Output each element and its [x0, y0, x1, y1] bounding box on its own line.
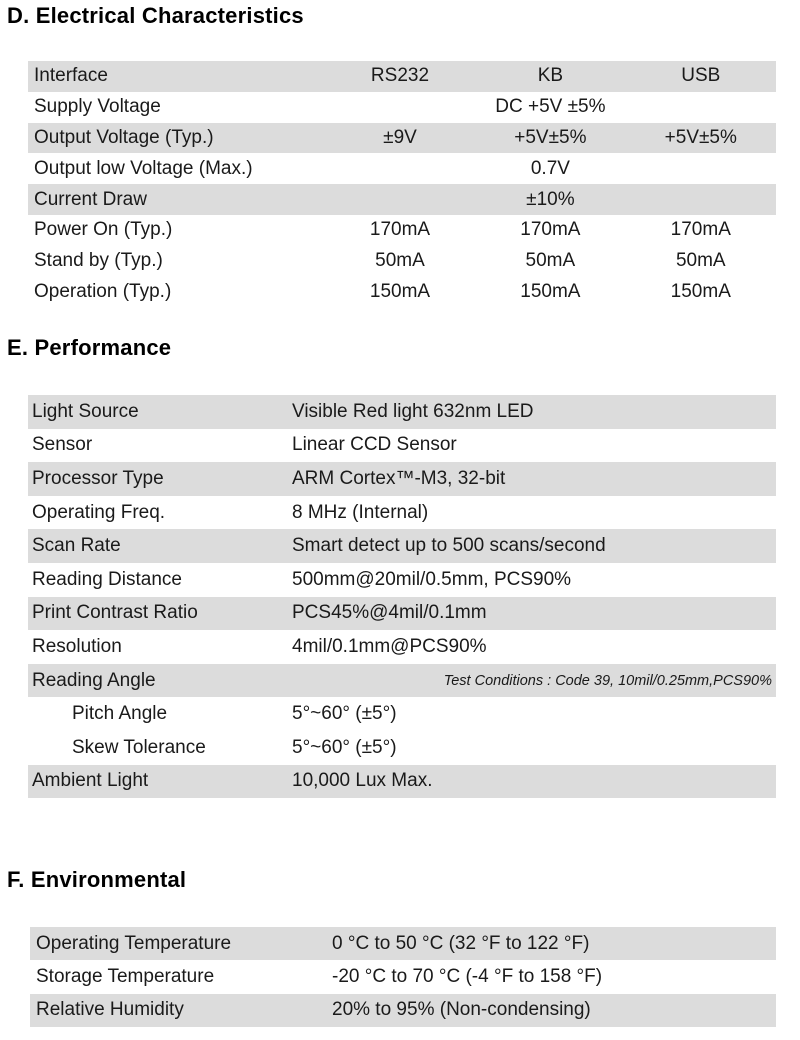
usb-value: 50mA	[675, 250, 726, 272]
section-heading-electrical: D. Electrical Characteristics	[7, 3, 304, 28]
table-row	[28, 664, 776, 698]
usb-value: 170mA	[670, 219, 731, 241]
kb-value: 150mA	[520, 280, 581, 302]
table-row	[30, 960, 776, 993]
row-label: Reading Angle	[28, 664, 286, 698]
row-value: ±10%	[325, 184, 776, 215]
row-label: Current Draw	[28, 184, 325, 215]
test-conditions-note: Test Conditions : Code 39, 10mil/0.25mm,PCS90%	[286, 664, 776, 698]
kb-value: KB	[475, 61, 625, 92]
row-label: Stand by (Typ.)	[34, 250, 163, 272]
environmental-table	[30, 927, 776, 1027]
row-label: Light Source	[28, 395, 286, 429]
table-row	[28, 395, 776, 429]
row-value: DC +5V ±5%	[495, 96, 606, 118]
table-row	[28, 184, 776, 215]
usb-value: USB	[626, 61, 776, 92]
table-row	[28, 731, 776, 765]
electrical-characteristics-table	[28, 61, 776, 307]
table-row	[28, 153, 776, 184]
row-label: Output Voltage (Typ.)	[28, 123, 325, 154]
table-row	[28, 92, 776, 123]
row-value: 8 MHz (Internal)	[292, 501, 429, 523]
rs232-value: 150mA	[369, 280, 431, 302]
table-row	[28, 563, 776, 597]
row-label: Pitch Angle	[72, 703, 168, 725]
usb-value: 150mA	[670, 280, 731, 302]
table-row	[28, 765, 776, 799]
table-row	[28, 697, 776, 731]
table-row	[28, 496, 776, 530]
row-label: Interface	[28, 61, 325, 92]
table-row	[28, 462, 776, 496]
row-value: 5°~60° (±5°)	[292, 736, 397, 758]
table-row	[28, 429, 776, 463]
section-heading-performance: E. Performance	[7, 335, 172, 360]
row-label: Operation (Typ.)	[34, 280, 172, 302]
row-label: Sensor	[32, 434, 93, 456]
kb-value: +5V±5%	[475, 123, 625, 154]
row-value: Smart detect up to 500 scans/second	[286, 529, 776, 563]
row-value: 5°~60° (±5°)	[292, 703, 397, 725]
section-heading-environmental: F. Environmental	[7, 867, 187, 892]
row-label: Scan Rate	[28, 529, 286, 563]
row-label: Print Contrast Ratio	[28, 597, 286, 631]
kb-value: 170mA	[520, 219, 581, 241]
row-label: Relative Humidity	[30, 994, 328, 1027]
row-label: Operating Temperature	[30, 927, 328, 960]
row-label: Operating Freq.	[32, 501, 166, 523]
table-row	[28, 630, 776, 664]
row-value: -20 °C to 70 °C (-4 °F to 158 °F)	[332, 965, 603, 987]
row-label: Ambient Light	[28, 765, 286, 799]
row-value: Visible Red light 632nm LED	[286, 395, 776, 429]
table-row	[28, 123, 776, 154]
row-value: 0 °C to 50 °C (32 °F to 122 °F)	[328, 927, 776, 960]
table-row	[28, 215, 776, 246]
row-value: ARM Cortex™-M3, 32-bit	[286, 462, 776, 496]
row-label: Processor Type	[28, 462, 286, 496]
table-row	[28, 277, 776, 308]
kb-value: 50mA	[525, 250, 576, 272]
table-row	[28, 61, 776, 92]
table-row	[28, 597, 776, 631]
row-label: Storage Temperature	[36, 965, 215, 987]
rs232-value: 170mA	[369, 219, 431, 241]
row-value: 20% to 95% (Non-condensing)	[328, 994, 776, 1027]
table-row	[28, 246, 776, 277]
row-value: 0.7V	[530, 157, 570, 179]
row-label: Skew Tolerance	[72, 736, 206, 758]
table-row	[30, 994, 776, 1027]
row-label: Supply Voltage	[34, 96, 161, 118]
row-value: PCS45%@4mil/0.1mm	[286, 597, 776, 631]
rs232-value: ±9V	[325, 123, 475, 154]
table-row	[28, 529, 776, 563]
row-value: 10,000 Lux Max.	[286, 765, 776, 799]
row-label: Resolution	[32, 635, 122, 657]
row-label: Output low Voltage (Max.)	[34, 157, 253, 179]
row-value: 500mm@20mil/0.5mm, PCS90%	[292, 568, 572, 590]
row-value: 4mil/0.1mm@PCS90%	[292, 635, 487, 657]
performance-table	[28, 395, 776, 798]
row-label: Power On (Typ.)	[34, 219, 173, 241]
row-label: Reading Distance	[32, 568, 182, 590]
rs232-value: 50mA	[375, 250, 425, 272]
table-row	[30, 927, 776, 960]
usb-value: +5V±5%	[626, 123, 776, 154]
rs232-value: RS232	[325, 61, 475, 92]
row-value: Linear CCD Sensor	[292, 434, 457, 456]
